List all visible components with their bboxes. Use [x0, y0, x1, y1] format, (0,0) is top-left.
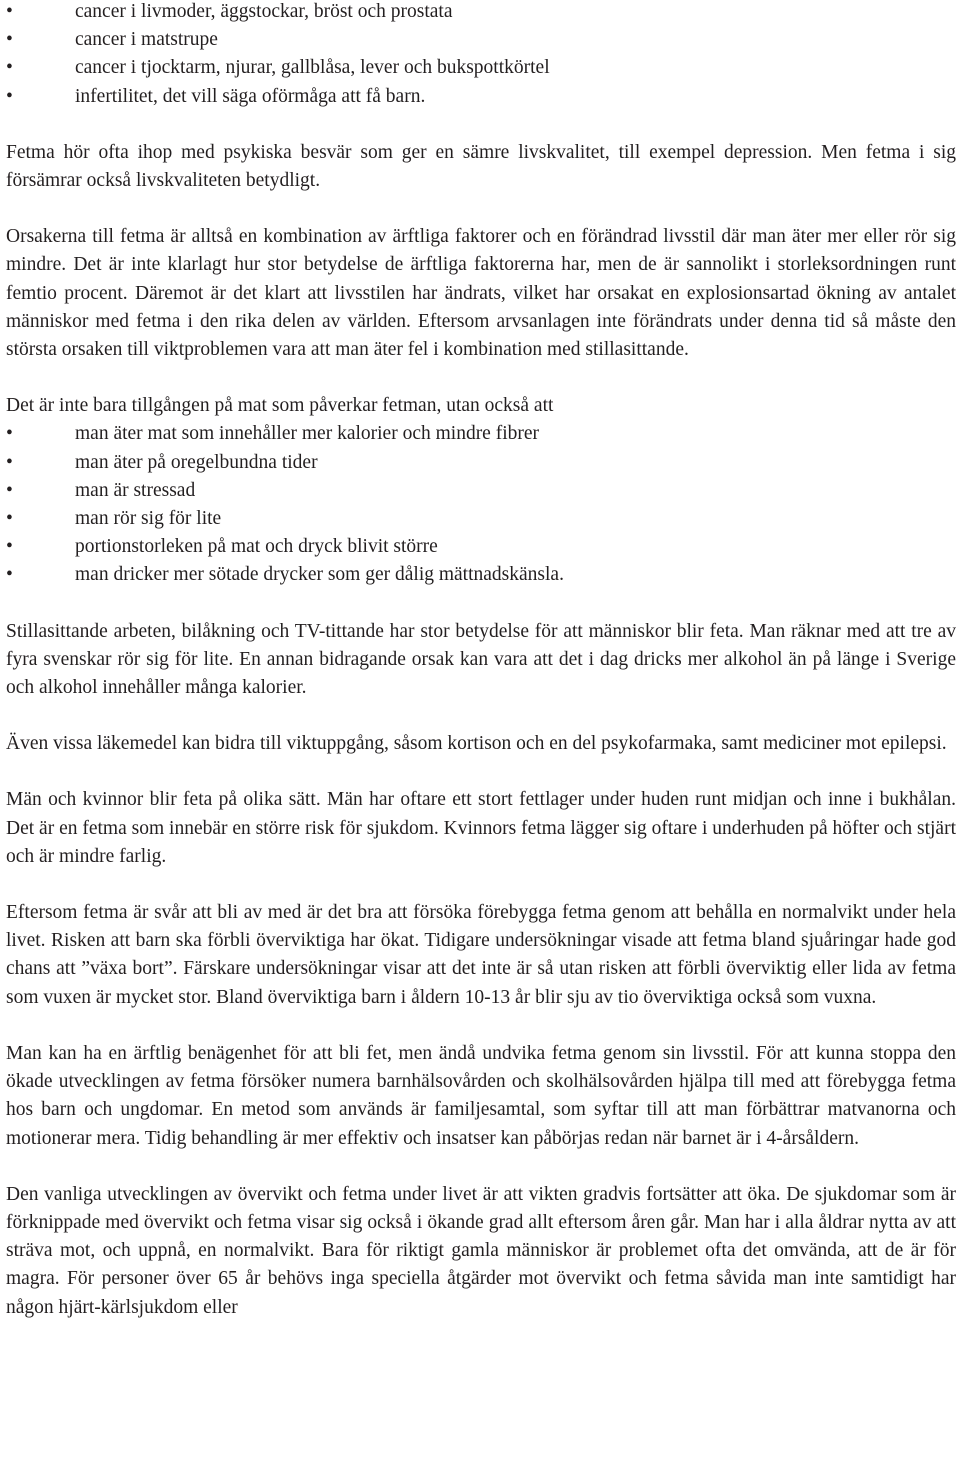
bullet-icon: • — [6, 423, 13, 445]
document-page — [6, 0, 956, 1322]
list-item — [6, 533, 956, 561]
list-item-text: man dricker mer sötade drycker som ger dålig mättnadskänsla. — [75, 564, 564, 586]
list-item-text: cancer i livmoder, äggstockar, bröst och prostata — [75, 1, 453, 22]
bullet-icon: • — [6, 29, 13, 51]
bullet-icon: • — [6, 1, 13, 22]
list-item — [6, 83, 956, 111]
paragraph-heredity-and-prevention: Man kan ha en ärftlig benägenhet för att bli fet, men ändå undvika fetma genom sin livsstil. För att kunna stoppa den ökade utvecklingen av fetma försöker numera barnhälsovården och skolhälsovården hjälpa till med att förebygga fetma hos barn och ungdomar. En metod som används är familjesamtal, som syftar till att man förbättrar matvanorna och motionerar mera. Tidig behandling är mer effektiv och insatser kan påbörjas redan när barnet är i 4-årsåldern. — [6, 1042, 956, 1149]
paragraph-gender-differences: Män och kvinnor blir feta på olika sätt. Män har oftare ett stort fettlager under huden runt midjan och inne i bukhålan. Det är en fetma som innebär en större risk för sjukdom. Kvinnors fetma lägger sig oftare i underhuden på höfter och stjärt och är mindre farlig. — [6, 789, 956, 867]
bullet-icon: • — [6, 536, 13, 558]
bullet-icon: • — [6, 564, 13, 586]
list-item-text: cancer i tjocktarm, njurar, gallblåsa, lever och bukspottkörtel — [75, 57, 550, 79]
paragraph-development-over-life: Den vanliga utvecklingen av övervikt och fetma under livet är att vikten gradvis fortsätter att öka. De sjukdomar som är förknippade med övervikt och fetma visar sig också i ökande grad allt eftersom åren går. Man har i alla åldrar nytta av att sträva mot, och uppnå, en normalvikt. Bara för riktigt gamla människor är problemet ofta det omvända, att de är för magra. För personer över 65 år behövs inga speciella åtgärder mot övervikt och fetma såvida man inte samtidigt har någon hjärt-kärlsjukdom eller — [6, 1183, 956, 1318]
paragraph-psychological-effects: Fetma hör ofta ihop med psykiska besvär som ger en sämre livskvalitet, till exempel depression. Men fetma i sig försämrar också livskvaliteten betydligt. — [6, 141, 956, 192]
bullet-icon: • — [6, 479, 13, 501]
list-item — [6, 477, 956, 505]
paragraph-not-only-food: Det är inte bara tillgången på mat som påverkar fetman, utan också att — [6, 395, 554, 417]
bullet-list-lifestyle-causes — [6, 420, 956, 589]
list-item — [6, 0, 956, 26]
list-item-text: portionstorleken på mat och dryck blivit större — [75, 536, 438, 558]
list-item-text: man rör sig för lite — [75, 508, 222, 530]
bullet-list-cancer-types — [6, 0, 956, 111]
paragraph-medications: Även vissa läkemedel kan bidra till viktuppgång, såsom kortison och en del psykofarmaka, samt mediciner mot epilepsi. — [6, 733, 947, 755]
list-item — [6, 54, 956, 82]
list-item — [6, 420, 956, 448]
list-item-text: infertilitet, det vill säga oförmåga att få barn. — [75, 85, 426, 107]
list-item — [6, 26, 956, 54]
bullet-icon: • — [6, 451, 13, 473]
paragraph-causes: Orsakerna till fetma är alltså en kombination av ärftliga faktorer och en förändrad livsstil där man äter mer eller rör sig mindre. Det är inte klarlagt hur stor betydelse de ärftliga faktorerna har, men de är sannolikt i storleksordningen runt femtio procent. Däremot är det klart att livsstilen har ändrats, vilket har orsakat en explosionsartad ökning av antalet människor med fetma i den rika delen av världen. Eftersom arvsanlagen inte förändrats under denna tid så måste den största orsaken till viktproblemen vara att man äter fel i kombination med stillasittande. — [6, 226, 956, 361]
list-item — [6, 561, 956, 589]
list-item-text: man är stressad — [75, 479, 196, 501]
paragraph-sedentary-lifestyle: Stillasittande arbeten, bilåkning och TV-tittande har stor betydelse för att människor blir feta. Man räknar med att tre av fyra svenskar rör sig för lite. En annan bidragande orsak kan vara att det i dag dricks mer alkohol än på länge i Sverige och alkohol innehåller många kalorier. — [6, 620, 956, 699]
paragraph-prevention: Eftersom fetma är svår att bli av med är det bra att försöka förebygga fetma genom att behålla en normalvikt under hela livet. Risken att barn ska förbli överviktiga har ökat. Tidigare undersökningar visade att fetma bland sjuåringar hade god chans att ”växa bort”. Färskare undersökningar visar att det inte är så utan risken att förbli överviktig eller lida av fetma som vuxen är mycket stor. Bland överviktiga barn i åldern 10-13 år blir sju av tio överviktiga också som vuxna. — [6, 902, 956, 1008]
list-item-text: man äter mat som innehåller mer kalorier och mindre fibrer — [75, 423, 540, 445]
bullet-icon: • — [6, 85, 13, 107]
list-item — [6, 505, 956, 533]
list-item-text: man äter på oregelbundna tider — [75, 451, 318, 473]
bullet-icon: • — [6, 508, 13, 530]
bullet-icon: • — [6, 57, 13, 79]
list-item — [6, 449, 956, 477]
list-item-text: cancer i matstrupe — [75, 29, 218, 51]
